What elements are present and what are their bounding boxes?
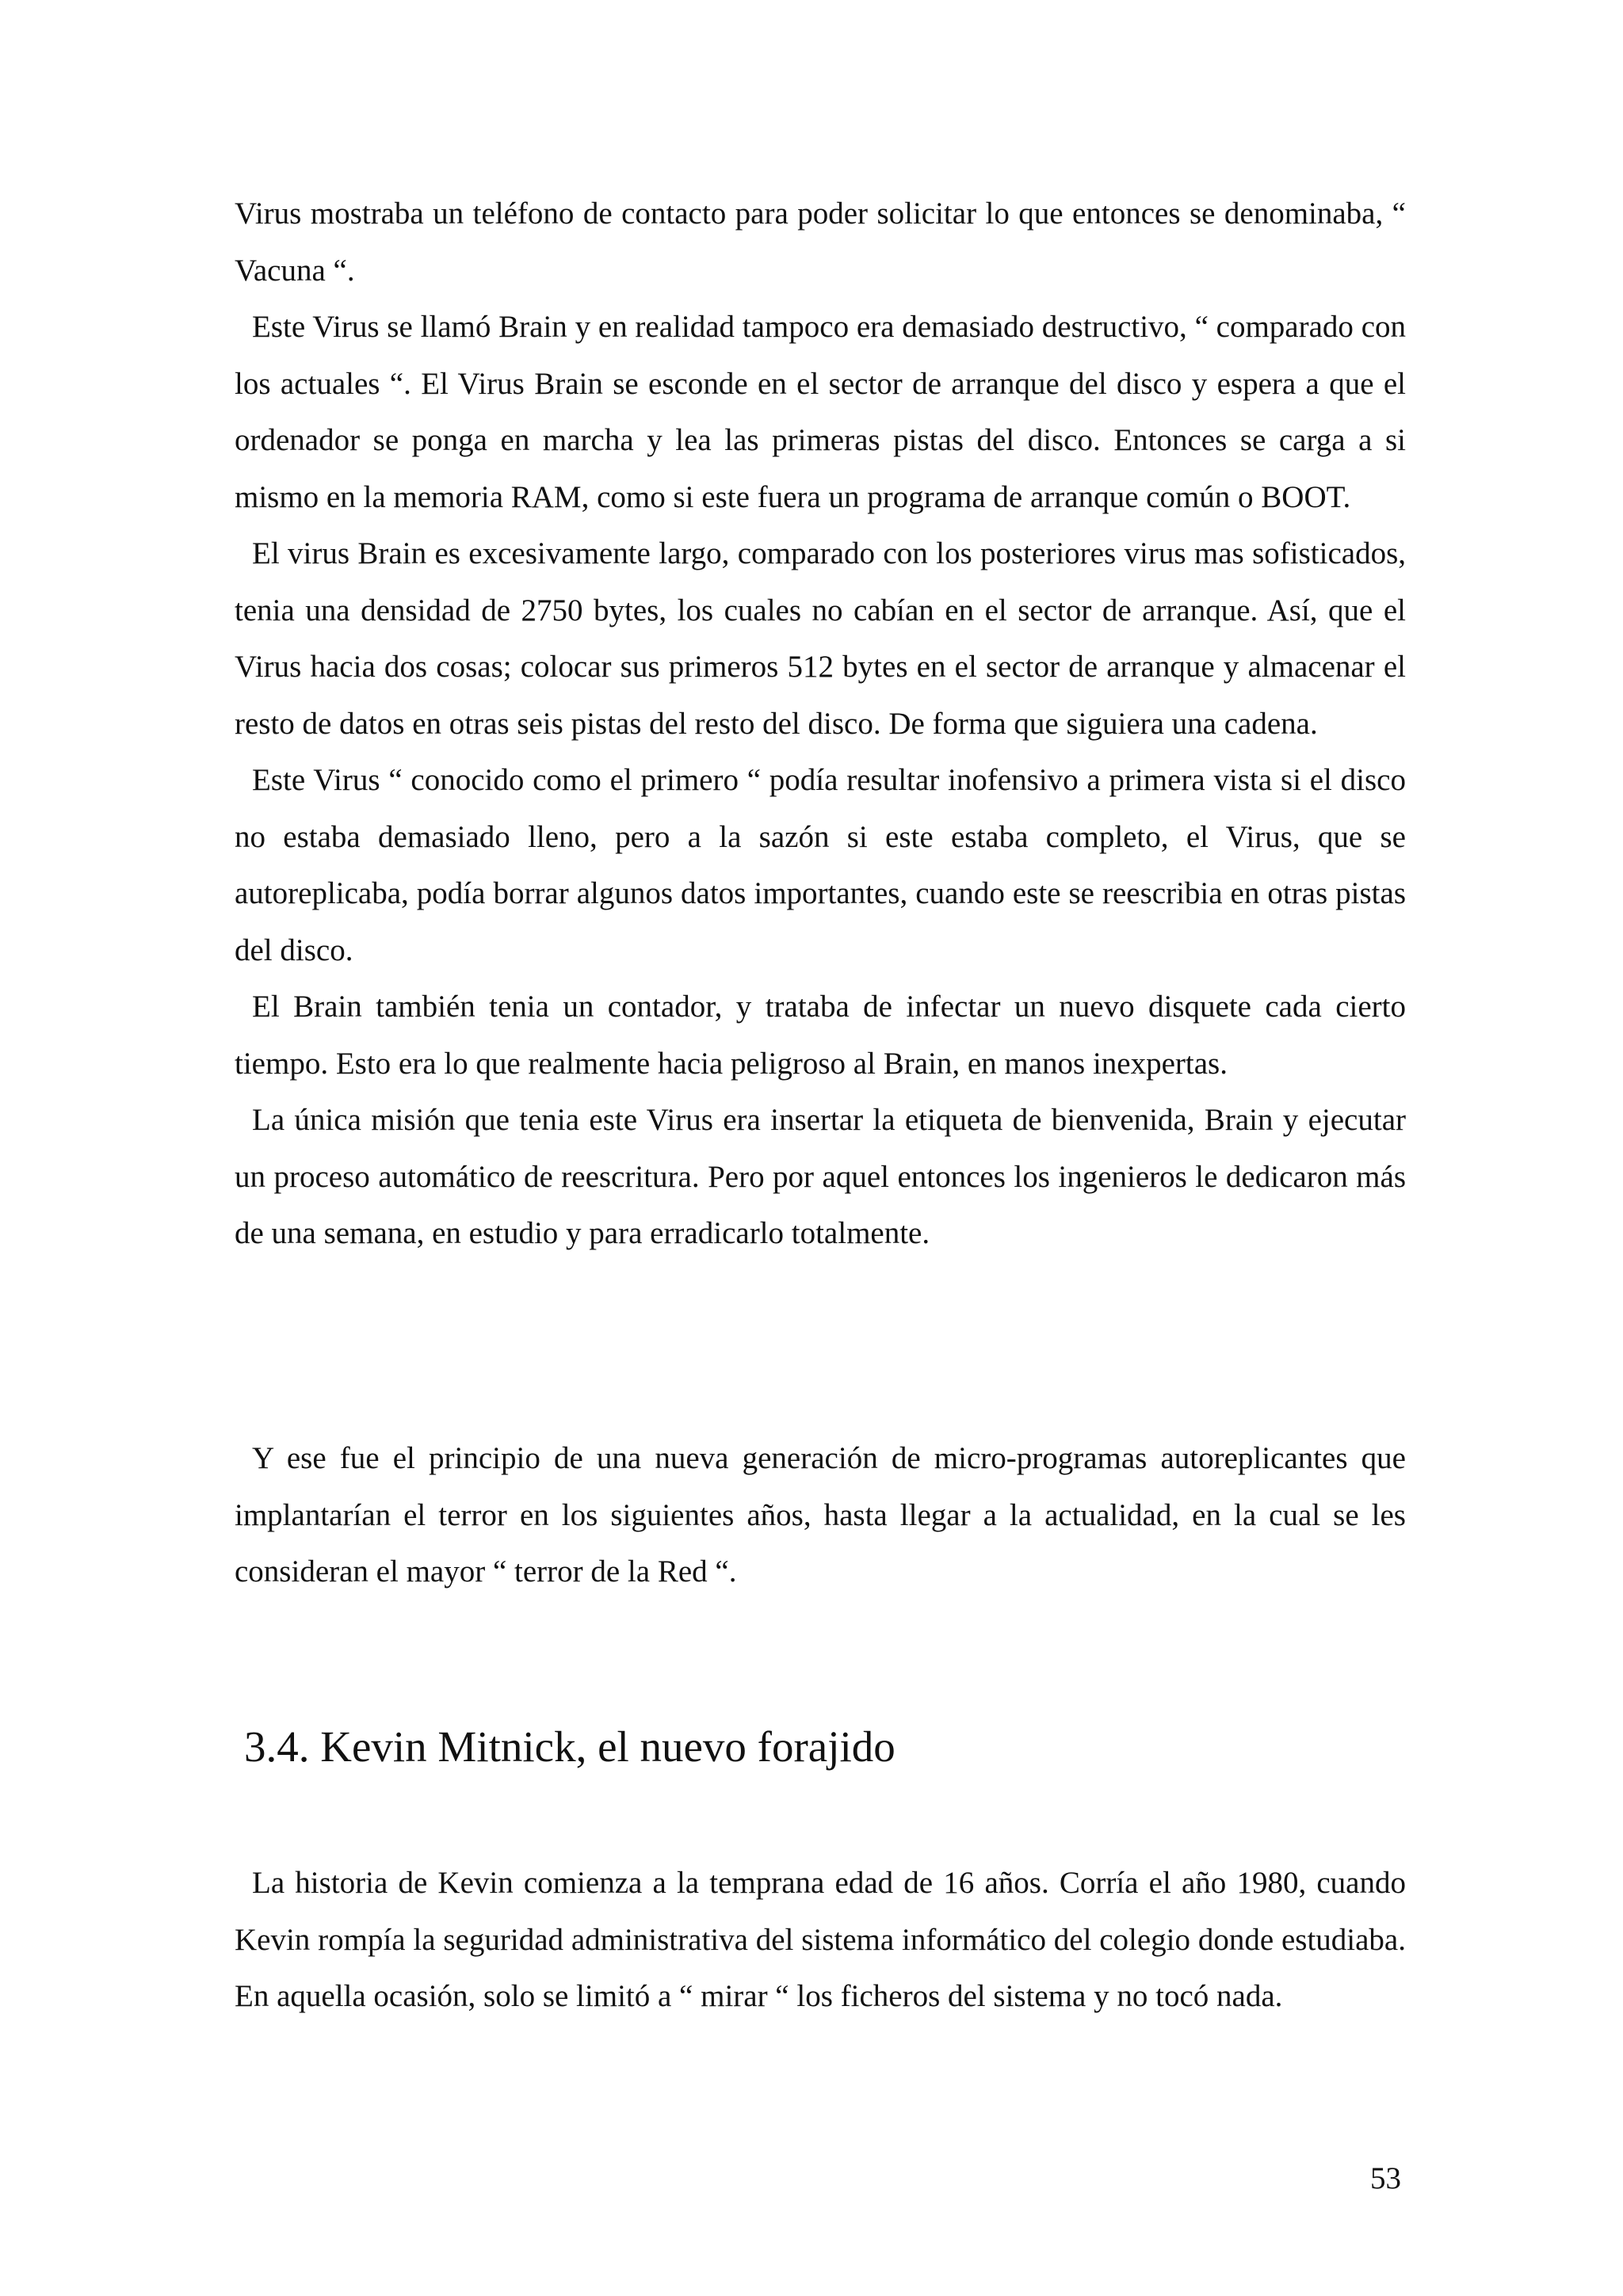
page-number: 53 <box>1370 2161 1401 2195</box>
body-text-block-generation <box>235 1430 1406 1600</box>
paragraph-brain-intro: Este Virus se llamó Brain y en realidad tampoco era demasiado destructivo, “ comparado con los actuales “. El Virus Brain se esconde en el sector de arranque del disco y espera a que el ordenador se ponga en marcha y lea las primeras pistas del disco. Entonces se carga a si mismo en la memoria RAM, como si este fuera un programa de arranque común o BOOT. <box>235 310 1406 514</box>
paragraph-brain-size: El virus Brain es excesivamente largo, comparado con los posteriores virus mas sofisticados, tenia una densidad de 2750 bytes, los cuales no cabían en el sector de arranque. Así, que el Virus hacia dos cosas; colocar sus primeros 512 bytes en el sector de arranque y almacenar el resto de datos en otras seis pistas del resto del disco. De forma que siguiera una cadena. <box>235 536 1406 741</box>
section-heading: 3.4. Kevin Mitnick, el nuevo forajido <box>244 1722 896 1771</box>
body-text-block <box>235 185 1406 1262</box>
paragraph-brain-counter: El Brain también tenia un contador, y trataba de infectar un nuevo disquete cada cierto tiempo. Esto era lo que realmente hacia peligroso al Brain, en manos inexpertas. <box>235 990 1406 1081</box>
paragraph-brain-mission: La única misión que tenia este Virus era insertar la etiqueta de bienvenida, Brain y ejecutar un proceso automático de reescritura. Pero por aquel entonces los ingenieros le dedicaron más de una semana, en estudio y para erradicarlo totalmente. <box>235 1103 1406 1250</box>
paragraph-new-generation: Y ese fue el principio de una nueva generación de micro-programas autoreplicantes que implantarían el terror en los siguientes años, hasta llegar a la actualidad, en la cual se les consideran el mayor “ terror de la Red “. <box>235 1441 1406 1589</box>
paragraph-vacuna: Virus mostraba un teléfono de contacto para poder solicitar lo que entonces se denominaba, “ Vacuna “. <box>235 196 1406 288</box>
paragraph-brain-harmless: Este Virus “ conocido como el primero “ podía resultar inofensivo a primera vista si el disco no estaba demasiado lleno, pero a la sazón si este estaba completo, el Virus, que se autoreplicaba, podía borrar algunos datos importantes, cuando este se reescribia en otras pistas del disco. <box>235 763 1406 967</box>
section-body-text-block <box>235 1855 1406 2025</box>
paragraph-kevin-history: La historia de Kevin comienza a la temprana edad de 16 años. Corría el año 1980, cuando Kevin rompía la seguridad administrativa del sistema informático del colegio donde estudiaba. En aquella ocasión, solo se limitó a “ mirar “ los ficheros del sistema y no tocó nada. <box>235 1866 1406 2013</box>
